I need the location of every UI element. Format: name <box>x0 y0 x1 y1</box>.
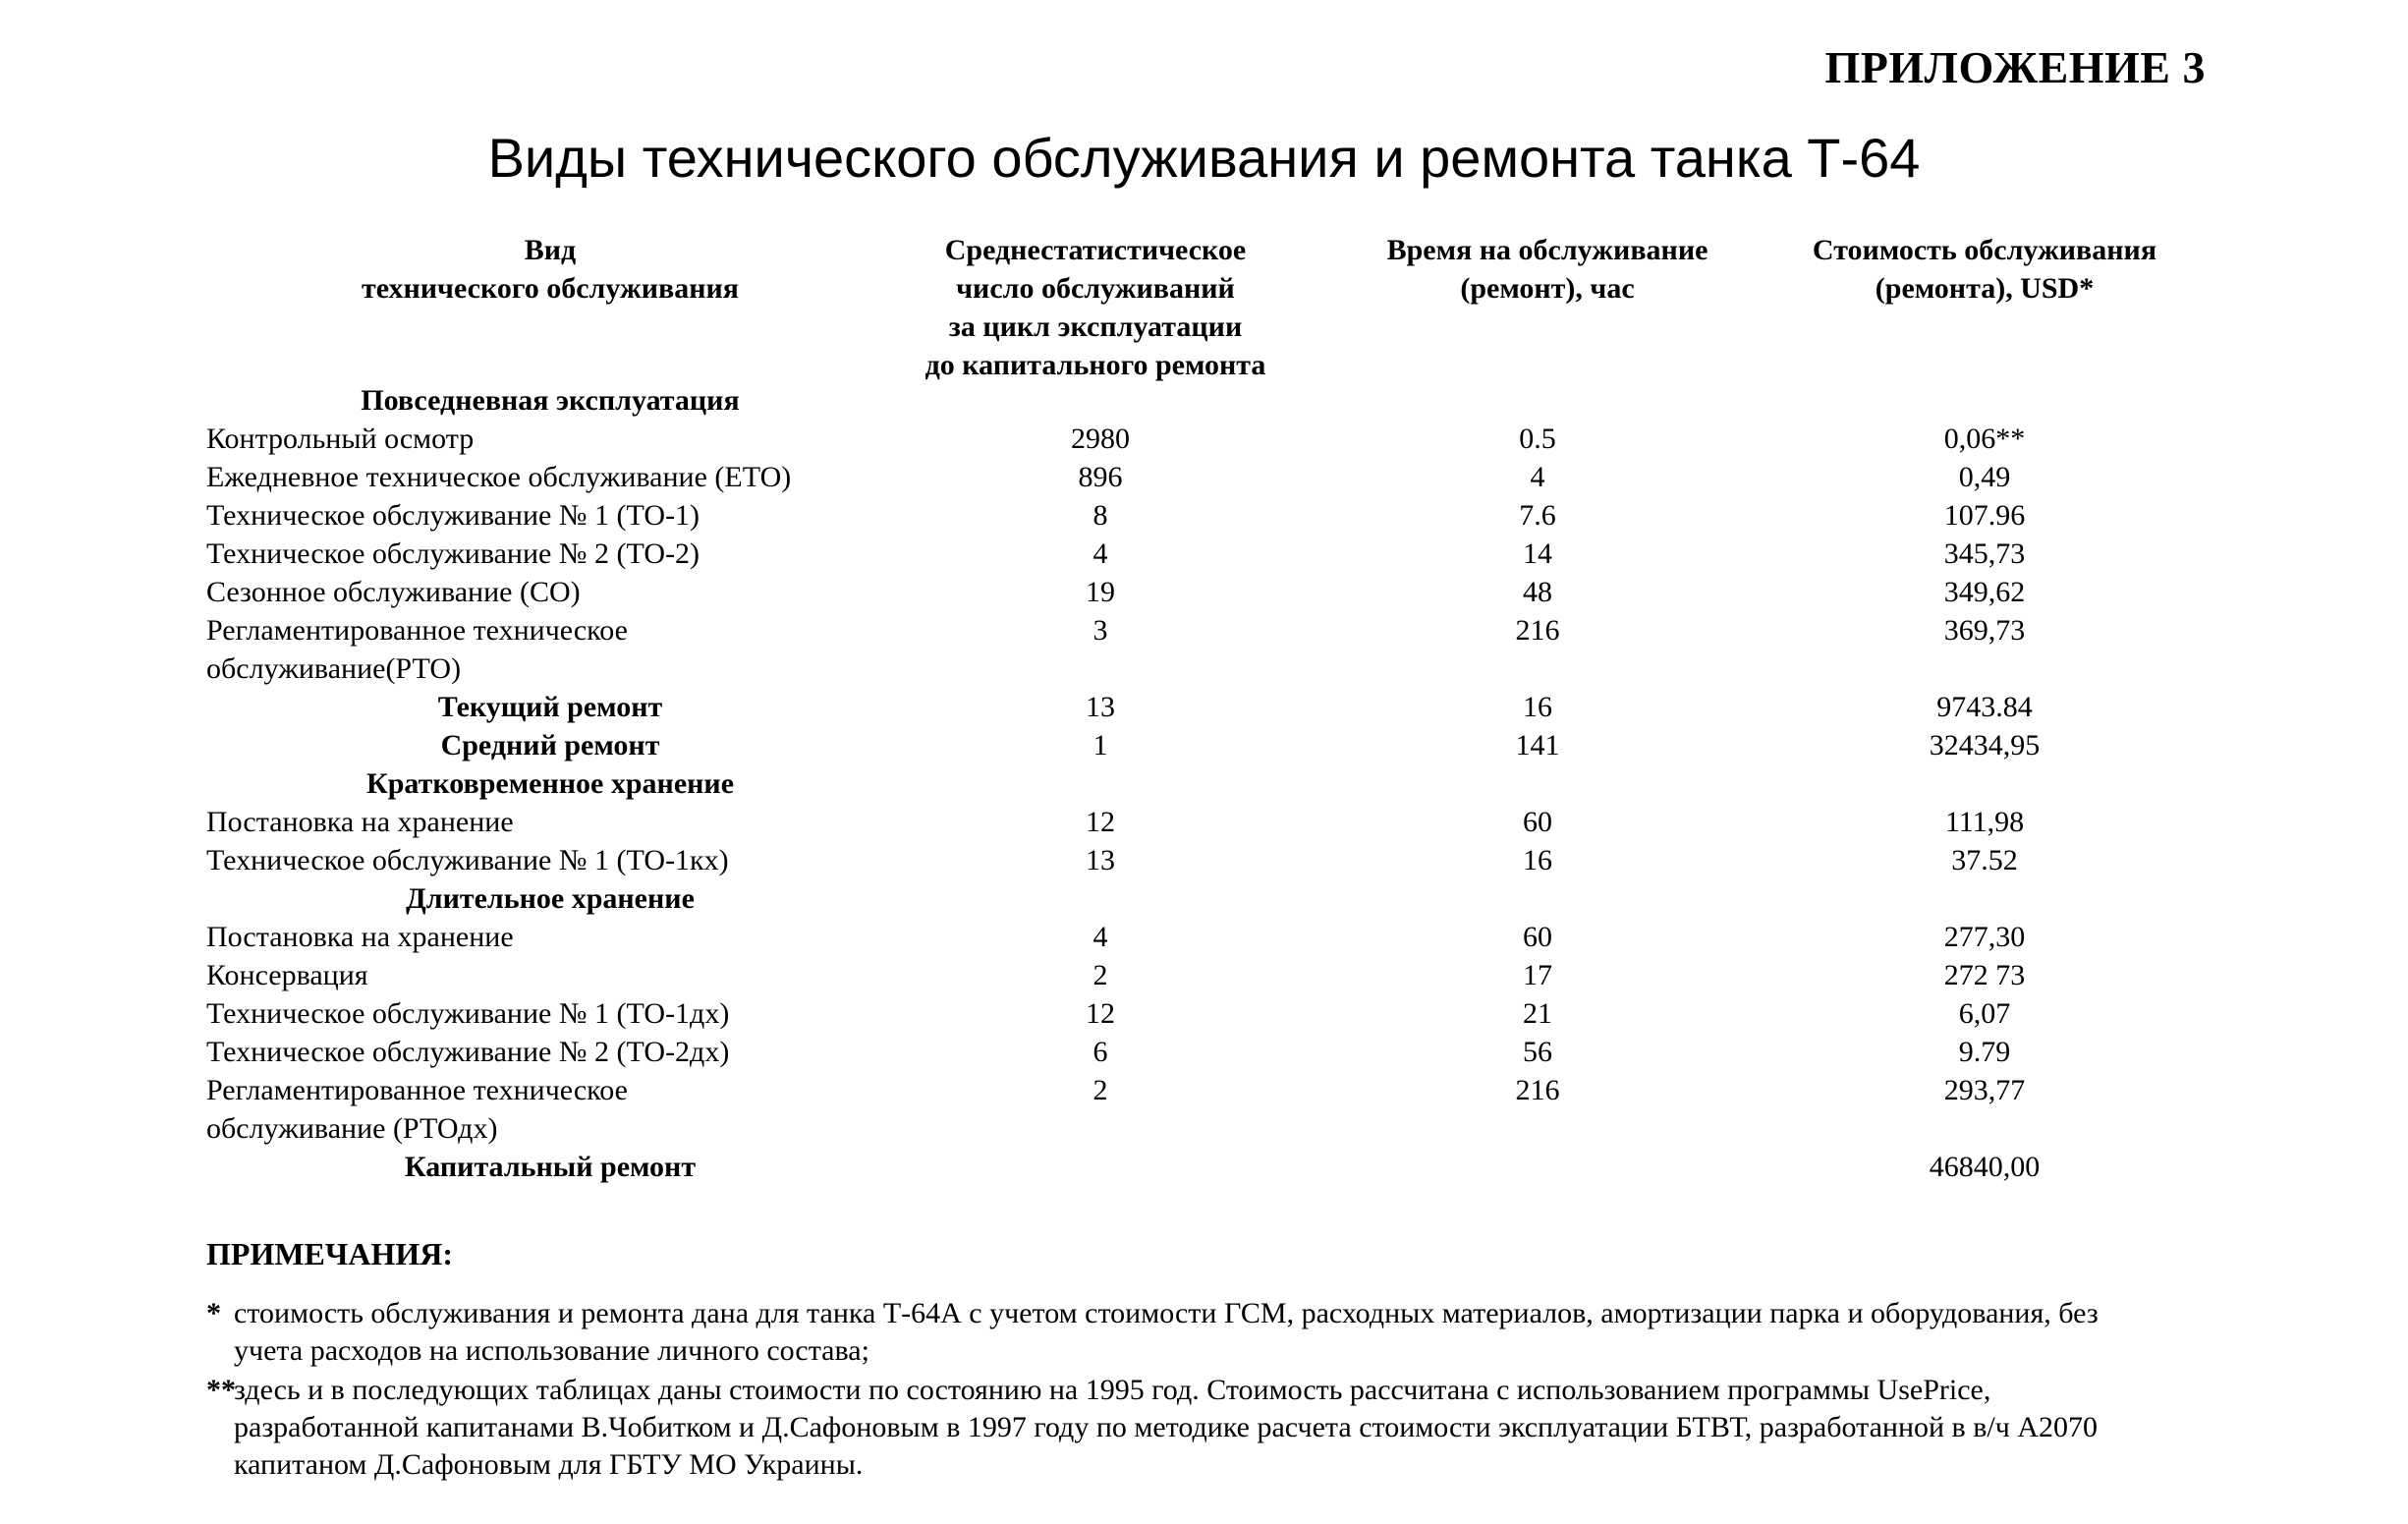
row-name: обслуживание(РТО) <box>206 652 462 685</box>
row-name: Капитальный ремонт <box>404 1151 697 1183</box>
row-time: 16 <box>1523 691 1552 723</box>
row-count: 2980 <box>1071 423 1130 455</box>
row-name: обслуживание (РТОдх) <box>206 1112 498 1145</box>
row-name: Длительное хранение <box>406 882 695 915</box>
section-row <box>0 726 2408 764</box>
row-count: 2 <box>1092 959 1108 991</box>
row-name: Ежедневное техническое обслуживание (ЕТО) <box>206 461 792 493</box>
row-name: Консервация <box>206 959 368 991</box>
row-time: 4 <box>1530 461 1545 493</box>
row-cost: 0,06** <box>1943 423 2026 455</box>
row-name: Постановка на хранение <box>206 806 514 838</box>
row-count: 6 <box>1092 1036 1108 1068</box>
table-row <box>0 649 2408 688</box>
row-cost: 9743.84 <box>1936 691 2033 723</box>
row-time: 0.5 <box>1519 423 1556 455</box>
table-row <box>0 918 2408 956</box>
row-cost: 369,73 <box>1943 614 2026 647</box>
row-cost: 0,49 <box>1958 461 2011 493</box>
table-row <box>0 803 2408 841</box>
table-row <box>0 1071 2408 1109</box>
table-row <box>0 458 2408 496</box>
row-time: 60 <box>1523 921 1552 953</box>
row-count: 12 <box>1086 997 1115 1030</box>
row-name: Сезонное обслуживание (СО) <box>206 576 581 608</box>
section-row <box>0 688 2408 726</box>
row-time: 216 <box>1515 614 1560 647</box>
row-name: Повседневная эксплуатация <box>361 384 740 417</box>
note-text: здесь и в последующих таблицах даны стоимости по состоянию на 1995 год. Стоимость рассчитана с использованием программы UsePrice, разработанной капитанами В.Чобитком и Д.Сафоновым в 1997 году по методике расчета стоимости эксплуатации БТВТ, разработанной в в/ч А2070 капитаном Д.Сафоновым для ГБТУ МО Украины. <box>234 1374 2098 1481</box>
section-row <box>0 879 2408 918</box>
row-cost: 37.52 <box>1951 844 2018 876</box>
table-row <box>0 1109 2408 1148</box>
notes-title: ПРИМЕЧАНИЯ: <box>206 1236 454 1271</box>
row-name: Постановка на хранение <box>206 921 514 953</box>
row-cost: 6,07 <box>1958 997 2011 1030</box>
page-title: Виды технического обслуживания и ремонта танка Т-64 <box>487 127 1921 189</box>
row-name: Техническое обслуживание № 2 (ТО-2дх) <box>206 1036 730 1068</box>
row-name: Регламентированное техническое <box>206 1074 628 1106</box>
row-cost: 9.79 <box>1958 1036 2011 1068</box>
row-count: 13 <box>1086 844 1115 876</box>
note-mark: ** <box>206 1374 236 1406</box>
row-count: 12 <box>1086 806 1115 838</box>
row-name: Средний ремонт <box>440 729 660 762</box>
row-name: Техническое обслуживание № 2 (ТО-2) <box>206 537 700 570</box>
row-cost: 293,77 <box>1943 1074 2026 1106</box>
row-name: Техническое обслуживание № 1 (ТО-1кх) <box>206 844 729 876</box>
row-time: 216 <box>1515 1074 1560 1106</box>
header-avg-count: Среднестатистическое число обслуживаний за цикл эксплуатации до капитального ремонта <box>924 234 1266 381</box>
note-mark: * <box>206 1297 221 1329</box>
row-cost: 272 73 <box>1943 959 2026 991</box>
row-count: 896 <box>1078 461 1123 493</box>
row-count: 13 <box>1086 691 1115 723</box>
row-count: 3 <box>1092 614 1108 647</box>
section-row <box>0 1148 2408 1186</box>
row-time: 17 <box>1523 959 1552 991</box>
row-time: 14 <box>1523 537 1552 570</box>
section-row <box>0 764 2408 803</box>
header-cost: Стоимость обслуживания (ремонта), USD* <box>1812 234 2157 305</box>
row-cost: 107.96 <box>1943 499 2026 532</box>
table-row <box>0 956 2408 994</box>
row-count: 1 <box>1092 729 1108 762</box>
table-row <box>0 535 2408 573</box>
row-count: 4 <box>1092 537 1108 570</box>
row-time: 60 <box>1523 806 1552 838</box>
row-count: 2 <box>1092 1074 1108 1106</box>
table-row <box>0 611 2408 649</box>
note-text: стоимость обслуживания и ремонта дана для танка Т-64А с учетом стоимости ГСМ, расходных материалов, амортизации парка и оборудования, без учета расходов на использование личного состава; <box>234 1297 2099 1367</box>
table-row <box>0 496 2408 535</box>
note-item <box>206 1295 2132 1370</box>
row-time: 16 <box>1523 844 1552 876</box>
section-row <box>0 381 2408 420</box>
row-time: 141 <box>1515 729 1560 762</box>
table-row <box>0 994 2408 1033</box>
row-cost: 32434,95 <box>1929 729 2041 762</box>
row-cost: 46840,00 <box>1929 1151 2041 1183</box>
row-cost: 349,62 <box>1943 576 2026 608</box>
row-count: 19 <box>1086 576 1115 608</box>
row-name: Текущий ремонт <box>437 691 663 723</box>
row-time: 56 <box>1523 1036 1552 1068</box>
row-name: Техническое обслуживание № 1 (ТО-1) <box>206 499 700 532</box>
header-time: Время на обслуживание (ремонт), час <box>1386 234 1708 305</box>
note-item <box>206 1372 2132 1484</box>
row-count: 8 <box>1092 499 1108 532</box>
row-name: Кратковременное хранение <box>365 767 735 800</box>
appendix-label: ПРИЛОЖЕНИЕ 3 <box>1824 42 2206 92</box>
row-time: 48 <box>1523 576 1552 608</box>
row-cost: 345,73 <box>1943 537 2026 570</box>
table-row <box>0 841 2408 879</box>
row-name: Регламентированное техническое <box>206 614 628 647</box>
table-row <box>0 420 2408 458</box>
row-cost: 111,98 <box>1944 806 2025 838</box>
row-cost: 277,30 <box>1943 921 2026 953</box>
table-row <box>0 573 2408 611</box>
row-time: 21 <box>1523 997 1552 1030</box>
row-time: 7.6 <box>1519 499 1556 532</box>
maintenance-table <box>0 381 2408 1186</box>
row-name: Контрольный осмотр <box>206 423 475 455</box>
row-name: Техническое обслуживание № 1 (ТО-1дх) <box>206 997 730 1030</box>
table-row <box>0 1033 2408 1071</box>
header-service-type: Вид технического обслуживания <box>362 234 739 305</box>
row-count: 4 <box>1092 921 1108 953</box>
